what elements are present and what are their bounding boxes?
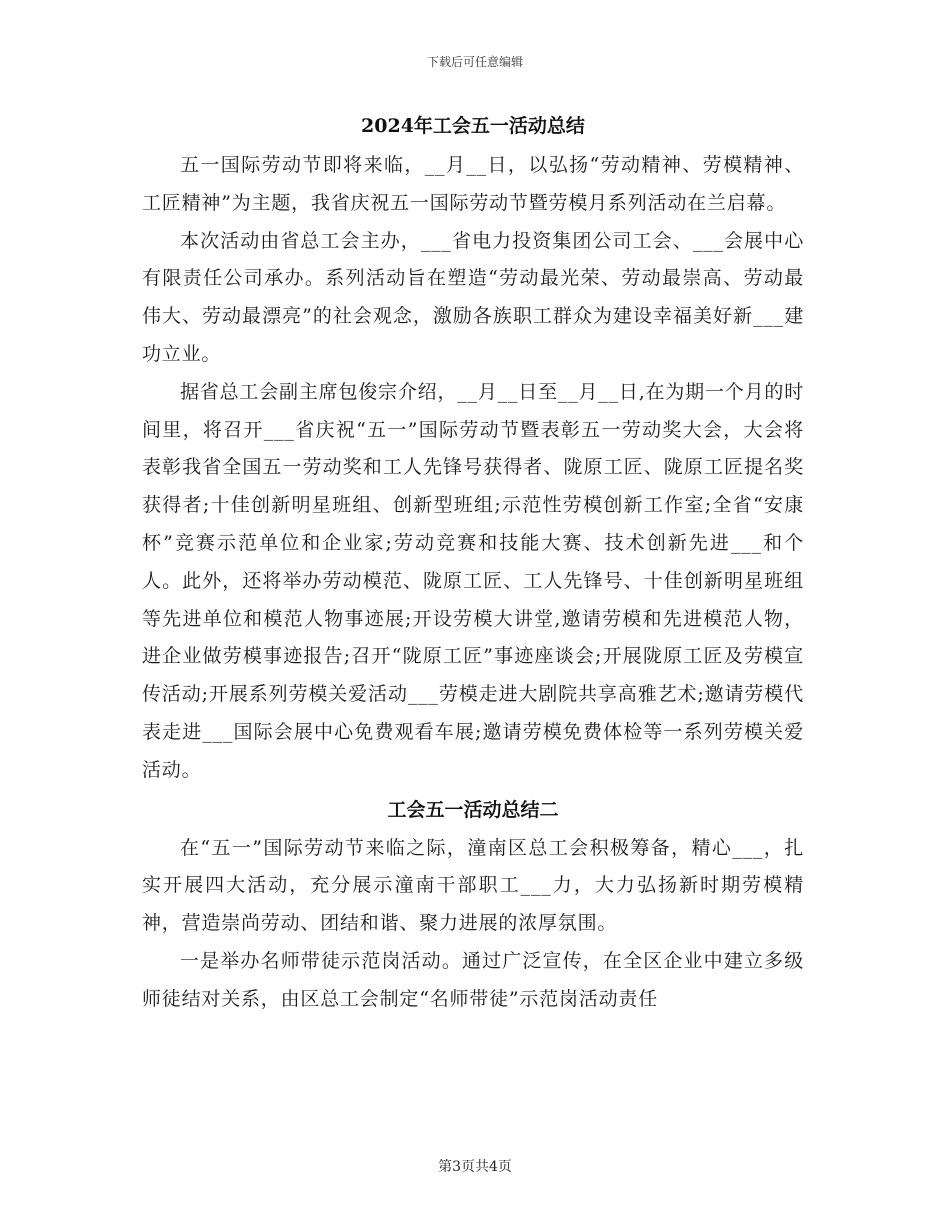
document-body xyxy=(142,106,804,1019)
page-number: 第3页共4页 xyxy=(438,1159,512,1175)
section-title: 工会五一活动总结二 xyxy=(387,798,559,821)
document-title: 2024年工会五一活动总结 xyxy=(361,115,585,137)
paragraph-2: 本次活动由省总工会主办，___省电力投资集团公司工会、___会展中心有限责任公司承办。系列活动旨在塑造“劳动最光荣、劳动最崇高、劳动最伟大、劳动最漂亮”的社会观念，激励各族职工群众为建设幸福美好新___建功立业。 xyxy=(142,229,804,365)
paragraph-4: 在“五一”国际劳动节来临之际，潼南区总工会积极筹备，精心___，扎实开展四大活动，充分展示潼南干部职工___力，大力弘扬新时期劳模精神，营造崇尚劳动、团结和谐、聚力进展的浓厚氛围。 xyxy=(142,836,804,935)
paragraph-1: 五一国际劳动节即将来临，__月__日，以弘扬“劳动精神、劳模精神、工匠精神”为主题，我省庆祝五一国际劳动节暨劳模月系列活动在兰启幕。 xyxy=(142,154,804,214)
paragraph-3: 据省总工会副主席包俊宗介绍，__月__日至__月__日,在为期一个月的时间里，将召开___省庆祝“五一”国际劳动节暨表彰五一劳动奖大会，大会将表彰我省全国五一劳动奖和工人先锋号获得者、陇原工匠、陇原工匠提名奖获得者;十佳创新明星班组、创新型班组;示范性劳模创新工作室;全省“安康杯”竞赛示范单位和企业家;劳动竞赛和技能大赛、技术创新先进___和个人。此外，还将举办劳动模范、陇原工匠、工人先锋号、十佳创新明星班组等先进单位和模范人物事迹展;开设劳模大讲堂,邀请劳模和先进模范人物，进企业做劳模事迹报告;召开“陇原工匠”事迹座谈会;开展陇原工匠及劳模宣传活动;开展系列劳模关爱活动___劳模走进大剧院共享高雅艺术;邀请劳模代表走进___国际会展中心免费观看车展;邀请劳模免费体检等一系列劳模关爱活动。 xyxy=(142,380,804,781)
paragraph-5: 一是举办名师带徒示范岗活动。通过广泛宣传，在全区企业中建立多级师徒结对关系，由区总工会制定“名师带徒”示范岗活动责任 xyxy=(142,949,804,1010)
header-note: 下载后可任意编辑 xyxy=(426,55,523,69)
